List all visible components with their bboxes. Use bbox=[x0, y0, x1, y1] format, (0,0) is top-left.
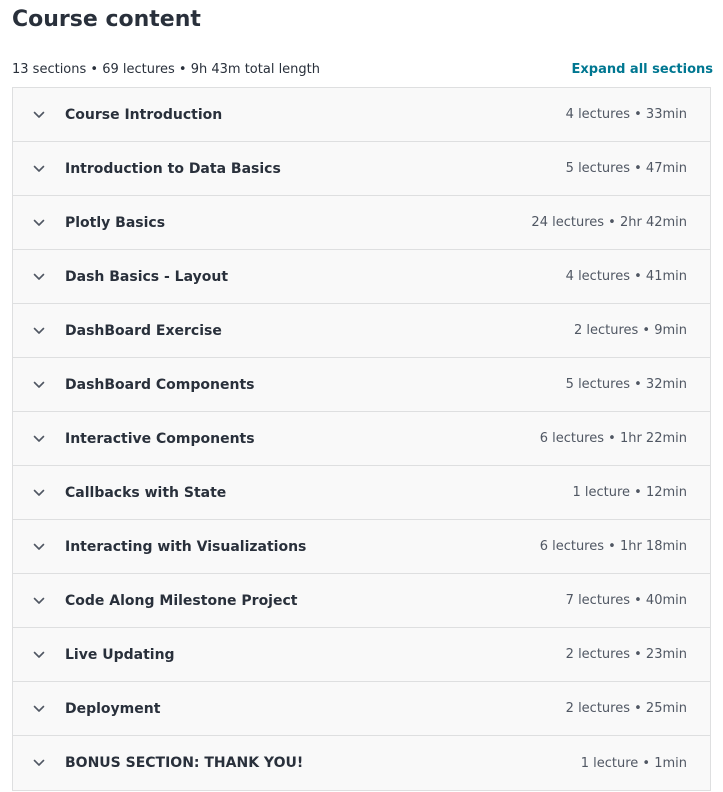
section-header[interactable] bbox=[13, 142, 710, 196]
section-meta: 6 lectures • 1hr 22min bbox=[539, 431, 687, 446]
section-header[interactable] bbox=[13, 466, 710, 520]
chevron-down-icon bbox=[13, 381, 65, 389]
section-header[interactable] bbox=[13, 88, 710, 142]
chevron-down-icon bbox=[13, 327, 65, 335]
section-header[interactable] bbox=[13, 520, 710, 574]
chevron-down-icon bbox=[13, 219, 65, 227]
section-header[interactable] bbox=[13, 574, 710, 628]
section-header[interactable] bbox=[13, 682, 710, 736]
section-title: DashBoard Components bbox=[65, 376, 255, 393]
section-title: Deployment bbox=[65, 700, 161, 717]
section-header[interactable] bbox=[13, 304, 710, 358]
chevron-down-icon bbox=[13, 165, 65, 173]
sections-accordion bbox=[12, 87, 711, 791]
chevron-down-icon bbox=[13, 489, 65, 497]
section-meta: 2 lectures • 25min bbox=[565, 701, 687, 716]
expand-all-sections-button[interactable]: Expand all sections bbox=[571, 61, 713, 77]
section-title: Course Introduction bbox=[65, 106, 223, 123]
section-meta: 2 lectures • 9min bbox=[573, 323, 687, 338]
section-meta: 6 lectures • 1hr 18min bbox=[539, 539, 687, 554]
section-header[interactable] bbox=[13, 628, 710, 682]
chevron-down-icon bbox=[13, 759, 65, 767]
section-meta: 1 lecture • 12min bbox=[572, 485, 687, 500]
chevron-down-icon bbox=[13, 435, 65, 443]
section-title: Code Along Milestone Project bbox=[65, 592, 298, 609]
section-meta: 7 lectures • 40min bbox=[565, 593, 687, 608]
chevron-down-icon bbox=[13, 111, 65, 119]
section-title: Dash Basics - Layout bbox=[65, 268, 229, 285]
page-title: Course content bbox=[12, 7, 201, 32]
section-header[interactable] bbox=[13, 736, 710, 790]
section-header[interactable] bbox=[13, 196, 710, 250]
section-title: Introduction to Data Basics bbox=[65, 160, 281, 177]
chevron-down-icon bbox=[13, 543, 65, 551]
section-title: Interacting with Visualizations bbox=[65, 538, 307, 555]
section-title: Live Updating bbox=[65, 646, 175, 663]
section-meta: 24 lectures • 2hr 42min bbox=[531, 215, 687, 230]
section-header[interactable] bbox=[13, 358, 710, 412]
section-meta: 1 lecture • 1min bbox=[580, 755, 687, 771]
chevron-down-icon bbox=[13, 651, 65, 659]
section-title: Plotly Basics bbox=[65, 214, 166, 231]
section-meta: 2 lectures • 23min bbox=[565, 647, 687, 662]
section-meta: 5 lectures • 47min bbox=[565, 161, 687, 176]
section-meta: 4 lectures • 41min bbox=[565, 269, 687, 284]
section-header[interactable] bbox=[13, 250, 710, 304]
chevron-down-icon bbox=[13, 705, 65, 713]
course-stats: 13 sections • 69 lectures • 9h 43m total length bbox=[12, 61, 321, 77]
chevron-down-icon bbox=[13, 597, 65, 605]
section-title: Interactive Components bbox=[65, 430, 255, 447]
section-title: DashBoard Exercise bbox=[65, 322, 222, 339]
section-title: Callbacks with State bbox=[65, 484, 227, 501]
section-title: BONUS SECTION: THANK YOU! bbox=[65, 755, 304, 771]
section-meta: 4 lectures • 33min bbox=[565, 107, 687, 122]
chevron-down-icon bbox=[13, 273, 65, 281]
section-meta: 5 lectures • 32min bbox=[565, 377, 687, 392]
course-meta-row bbox=[12, 59, 713, 79]
section-header[interactable] bbox=[13, 412, 710, 466]
